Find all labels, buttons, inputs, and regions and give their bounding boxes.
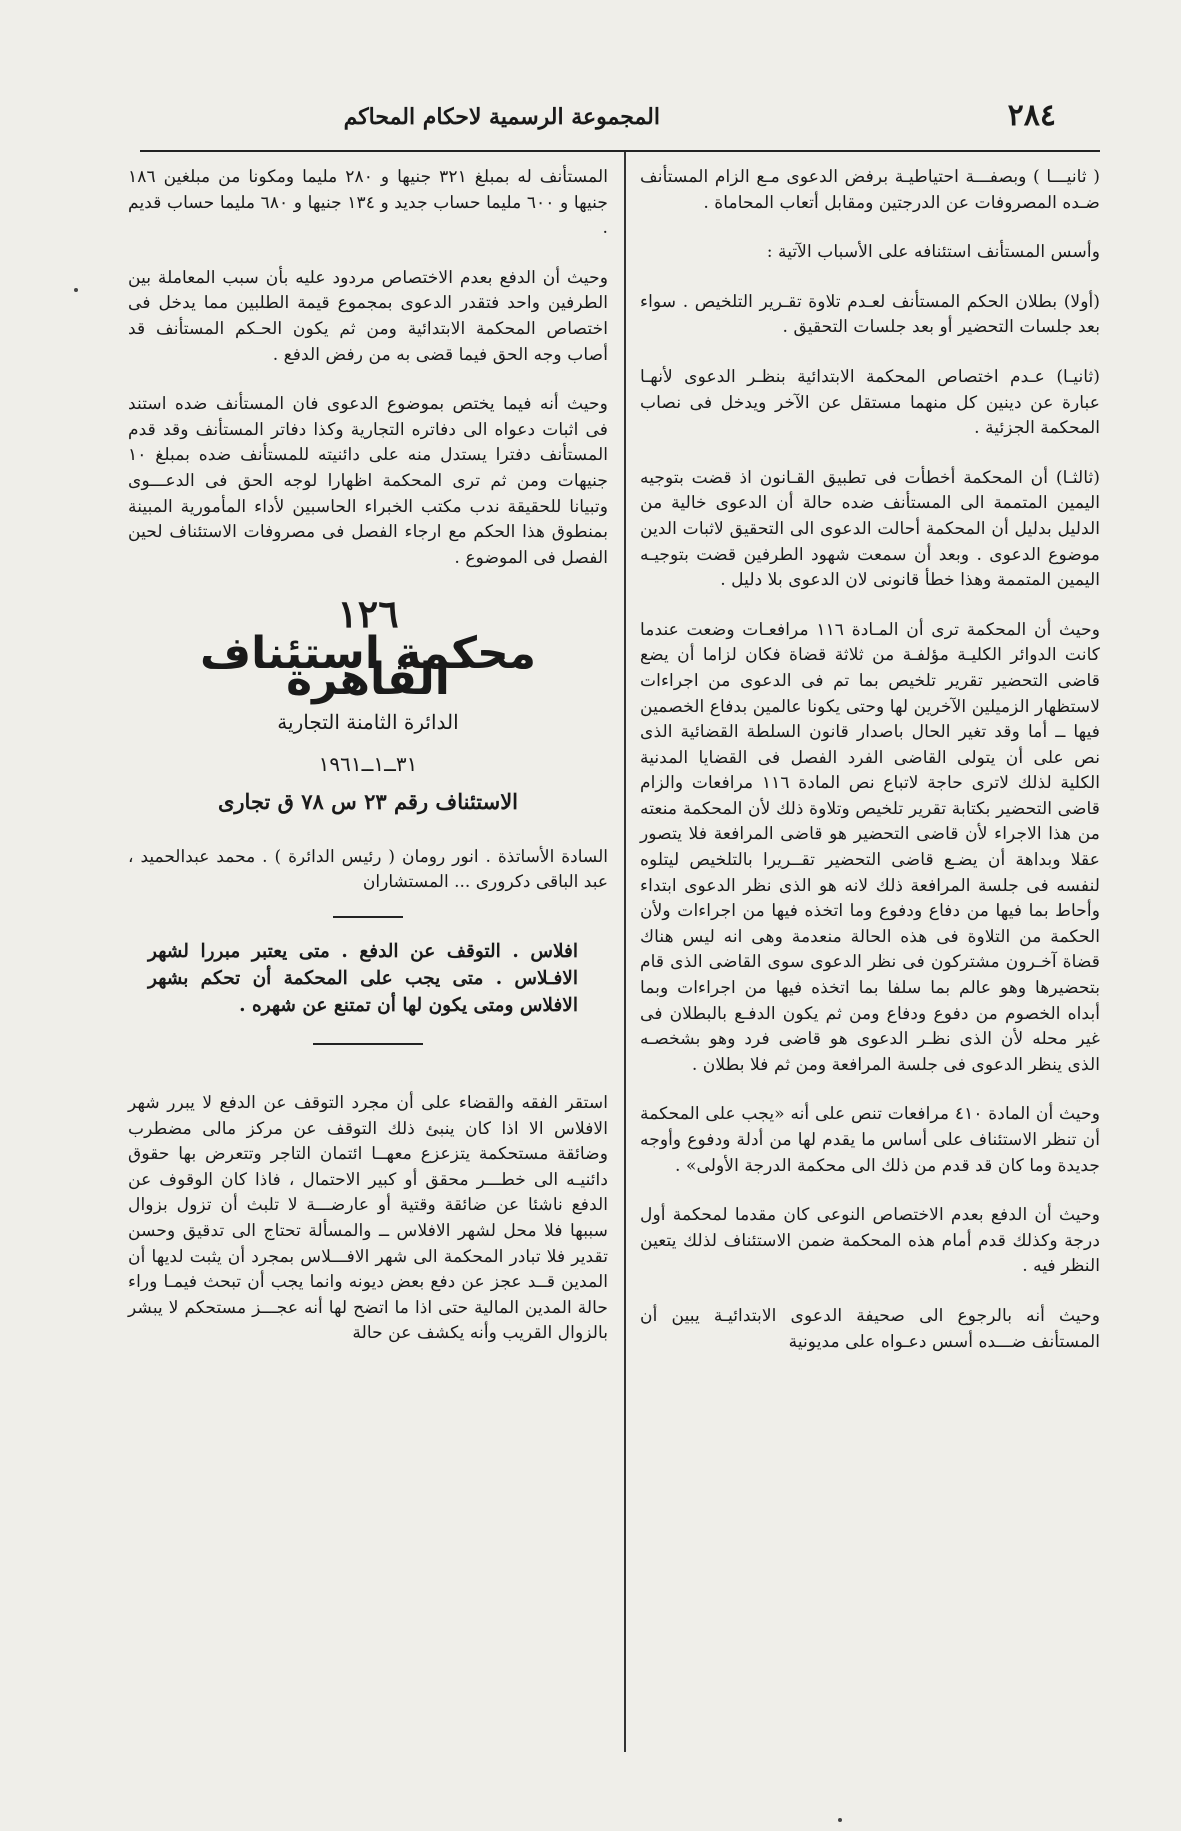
paragraph: وحيث أن المادة ٤١٠ مرافعات تنص على أنه «يجب على المحكمة أن تنظر الاستئناف على أساس ما يقدم لها من أدلة ودفوع وأوجه جديدة وما كان قد قدم من ذلك الى محكمة الدرجة الأولى» . <box>640 1104 1101 1176</box>
header-rule <box>140 150 1100 152</box>
scan-speck <box>74 288 78 292</box>
paragraph: المستأنف له بمبلغ ٣٢١ جنيها و ٢٨٠ مليما ومكونا من مبلغين ١٨٦ جنيها و ٦٠٠ مليما حساب جديد و ١٣٤ جنيها و ٦٨٠ مليما حساب قديم . <box>128 167 609 239</box>
court-name: محكمة استئناف القاهرة <box>200 627 536 705</box>
separator-rule <box>313 1043 423 1045</box>
paragraph: وحيث أنه فيما يختص بموضوع الدعوى فان المستأنف ضده استند فى اثبات دعواه الى دفاتره التجارية وكذا دفاتر المستأنف وقد قدم المستأنف دفترا يستدل منه على دائنيته للمستأنف ضده بمبلغ ١٠ جنيهات ومن ثم ترى المحكمة اظهارا لوجه الحق فى الدعـــوى وتبيانا للحقيقة ندب مكتب الخبراء الحاسبين لأداء المأمورية المبينة بمنطوق هذا الحكم مع ارجاء الفصل فى مصروفات الاستئناف لحين الفصل فى الموضوع . <box>128 394 608 568</box>
running-title: المجموعة الرسمية لاحكام المحاكم <box>343 104 660 130</box>
left-column <box>128 165 608 1371</box>
page-header <box>140 92 1080 142</box>
ruling-body: استقر الفقه والقضاء على أن مجرد التوقف عن الدفع لا يبرر شهر الافلاس الا اذا كان ينبئ ذلك التوقف عن مركز مالى مضطرب وضائقة مستحكمة يتزعزع معهــا ائتمان التاجر وتتعرض بها حقوق دائنيـه الى خطـــر محقق أو كبير الاحتمال ، فاذا كان الوقوف عن الدفع ناشئا عن ضائقة وقتية أو عارضـــة لا تلبث أن تزول بزوال سببها فلا محل لشهر الافلاس ــ والمسألة تحتاج الى تدقيق وحسن تقدير فلا تبادر المحكمة الى شهر الافـــلاس بمجرد أن يثبت لديها أن المدين قــد عجز عن دفع بعض ديونه وانما يجب أن تبحث فيمـا وراء حالة المدين المالية حتى اذا ما اتضح لها أنه عجـــز مستحكم لا يبشر بالزوال القريب وأنه يكشف عن حالة <box>128 1093 608 1344</box>
paragraph: وحيث أنه بالرجوع الى صحيفة الدعوى الابتدائيـة يبين أن المستأنف ضـــده أسس دعـواه على مديونية <box>640 1305 1100 1352</box>
paragraph: وحيث أن الدفع بعدم الاختصاص النوعى كان مقدما لمحكمة أول درجة وكذلك قدم أمام هذه المحكمة ضمن الاستئناف لذلك يتعين النظر فيه . <box>640 1205 1100 1277</box>
scan-speck <box>838 1818 842 1822</box>
right-column <box>640 165 1100 1379</box>
paragraph: (ثانيـا) عـدم اختصاص المحكمة الابتدائية بنظـر الدعوى لأنهـا عبارة عن دينين كل منهما مستقل عن الآخر ويدخل فى نصاب المحكمة الجزئية . <box>640 366 1100 439</box>
case-date: ٣١ــ١ــ١٩٦١ <box>318 751 418 776</box>
bench-members: السادة الأساتذة . انور رومان ( رئيس الدائرة ) . محمد عبدالحميد ، عبد الباقى دكرورى ... المستشاران <box>128 846 608 893</box>
appeal-number: الاستئناف رقم ٢٣ س ٧٨ ق تجارى <box>217 789 519 815</box>
paragraph: وأسس المستأنف استئنافه على الأسباب الآتية : <box>766 242 1100 263</box>
paragraph: (ثالثـا) أن المحكمة أخطأت فى تطبيق القـانون اذ قضت بتوجيه اليمين المتممة الى المستأنف ضده حالة أن الدعوى خالية من الدليل بدليل أن المحكمة أحالت الدعوى الى التحقيق لاثبات الدين موضوع الدعوى . وبعد أن سمعت شهود الطرفين قضت بتوجيـه اليمين المتممة وهذا خطأ قانونى لان الدعوى بلا دليل . <box>640 467 1100 591</box>
circuit-name: الدائرة الثامنة التجارية <box>277 710 459 735</box>
page-number: ٢٨٤ <box>1007 98 1056 133</box>
separator-rule <box>333 916 403 918</box>
column-divider <box>624 152 626 1752</box>
paragraph: وحيث أن المحكمة ترى أن المـادة ١١٦ مرافعـات وضعت عندما كانت الدوائر الكليـة مؤلفـة من ثلاثة قضاة فكان لزاما أن يضع قاضى التحضير تقرير تلخيص بما تم فى الدعوى من اجراءات لاستظهار الزميلين الآخرين لها وحتى يكونا عالمين بدفاع الخصمين فيها ــ أما وقد تغير الحال باصدار قانون السلطة القضائية الذى نص على أن يتولى القاضى الفرد الفصل فى القضايا المدنية الكلية لذلك لاترى حاجة لاتباع نص المادة ١١٦ مرافعات والزام قاضى التحضير بكتابة تقرير تلخيص وتلاوة ذلك لأن المحكمة منعته من هذا الاجراء لأن قاضى التحضير هو قاضى المرافعة فلا يتصور عقلا وبداهة أن يضـع قاضى التحضير تقــريرا بالتلخيص ليتلوه لنفسه فى جلسة المرافعة ذلك لانه هو الذى نظر الدعوى ابتداء وأحاط بما فيها من دفاع ودفوع وما اتخذه فيها من اجراءات ولأن الحكمة من التلاوة فى هذه الحالة منعدمة وهى انه ليس هناك قضاة آخـرون مشتركون فى نظر الدعوى سوى القاضى الذى قام بتحضيرها وهو عالم بما سلفا بما اتخذه فيها من اجراءات وبما أبداه الخصوم من دفوع ودفاع ومن ثم يكون الدفـع بالبطلان فى غير محله لأن الذى نظـر الدعوى هو قاضى فرد وهو بشخصـه الذى ينظر الدعوى فى جلسة المرافعة ومن ثم فلا بطلان . <box>640 619 1100 1075</box>
case-number: ١٢٦ <box>337 591 399 637</box>
headnote: افلاس . التوقف عن الدفع . متى يعتبر مبررا لشهر الافـلاس . متى يجب على المحكمة أن تحكم بشهر الافلاس ومتى يكون لها أن تمتنع عن شهره . <box>148 941 578 1017</box>
paragraph: (أولا) بطلان الحكم المستأنف لعـدم تلاوة تقـرير التلخيص . سواء بعد جلسات التحضير أو بعد جلسات التحقيق . <box>640 291 1100 338</box>
paragraph: ( ثانيـــا ) وبصفـــة احتياطيـة برفض الدعوى مـع الزام المستأنف ضـده المصروفات عن الدرجتين ومقابل أتعاب المحاماة . <box>640 167 1100 213</box>
case-heading <box>128 591 608 815</box>
paragraph: وحيث أن الدفع بعدم الاختصاص مردود عليه بأن سبب المعاملة بين الطرفين واحد فتقدر الدعوى بمجموع قيمة الطلبين مما يدخل فى اختصاص المحكمة الابتدائية ومن ثم يكون الحـكم المستأنف قد أصاب وجه الحق فيما قضى به من رفض الدفع . <box>128 267 608 365</box>
